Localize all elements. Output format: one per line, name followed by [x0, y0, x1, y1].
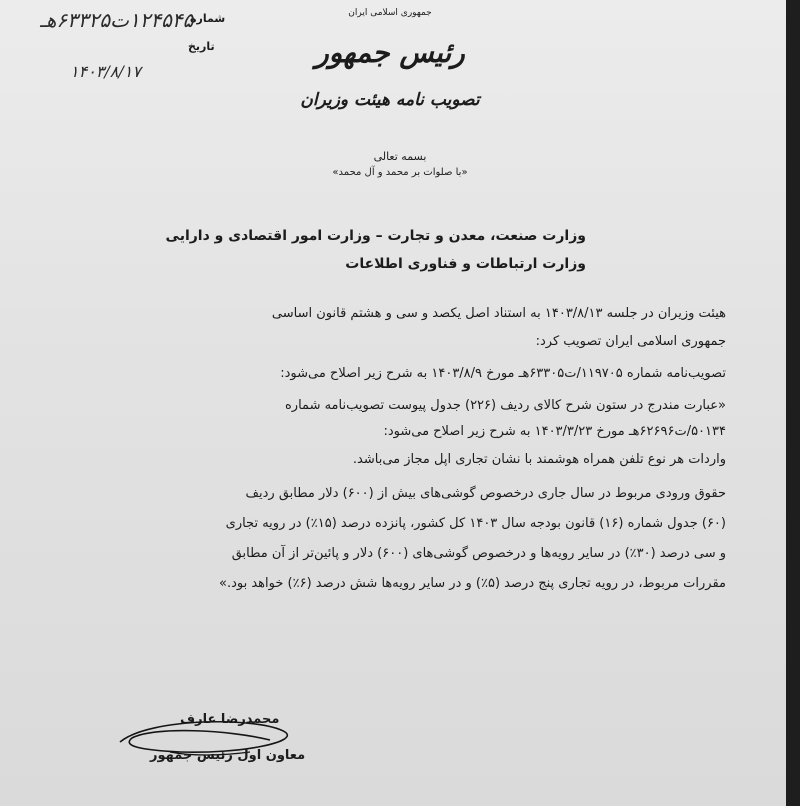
body-line: ۵۰۱۳۴/ت۶۲۶۹۶هـ مورخ ۱۴۰۳/۳/۲۳ به شرح زیر اصلاح می‌شود:	[383, 424, 726, 439]
body-line: و سی درصد (۳۰٪) در سایر رویه‌ها و درخصوص گوشی‌های (۶۰۰) دلار و پائین‌تر از آن مطابق	[231, 546, 726, 561]
bismillah: بسمه تعالی	[373, 150, 427, 163]
number-value: ۱۲۴۵۴۵ت۶۳۳۲۵هـ	[40, 8, 194, 32]
republic-title: جمهوری اسلامی ایران	[348, 8, 432, 18]
number-label: شماره	[190, 12, 226, 25]
decree-subtitle: تصویب نامه هیئت وزیران	[300, 90, 480, 110]
salawat: «با صلوات بر محمد و آل محمد»	[332, 167, 468, 178]
office-title: رئیس جمهور	[315, 36, 465, 69]
body-line: واردات هر نوع تلفن همراه هوشمند با نشان تجاری اپل مجاز می‌باشد.	[352, 452, 726, 467]
signatory-name: محمدرضا عارف	[180, 712, 280, 727]
body-line: (۶۰) جدول شماره (۱۶) قانون بودجه سال ۱۴۰۳ کل کشور، پانزده درصد (۱۵٪) در رویه تجاری	[225, 516, 726, 531]
signatory-title: معاون اول رئیس جمهور	[150, 748, 306, 763]
addressee-line: وزارت ارتباطات و فناوری اطلاعات	[345, 256, 586, 272]
date-value: ۱۴۰۳/۸/۱۷	[70, 62, 141, 81]
date-label: تاریخ	[188, 40, 215, 53]
body-line: حقوق ورودی مربوط در سال جاری درخصوص گوشی‌های بیش از (۶۰۰) دلار مطابق ردیف	[245, 486, 726, 501]
body-line: هیئت وزیران در جلسه ۱۴۰۳/۸/۱۳ به استناد اصل یکصد و سی و هشتم قانون اساسی	[271, 306, 726, 321]
scan-edge	[786, 0, 800, 806]
addressee-line: وزارت صنعت، معدن و تجارت – وزارت امور اقتصادی و دارایی	[165, 228, 586, 244]
body-line: جمهوری اسلامی ایران تصویب کرد:	[535, 334, 726, 349]
body-line: «عبارت مندرج در ستون شرح کالای ردیف (۲۲۶) جدول پیوست تصویب‌نامه شماره	[285, 398, 726, 413]
body-line: تصویب‌نامه شماره ۱۱۹۷۰۵/ت۶۳۳۰۵هـ مورخ ۱۴۰۳/۸/۹ به شرح زیر اصلاح می‌شود:	[280, 366, 726, 381]
body-line: مقررات مربوط، در رویه تجاری پنج درصد (۵٪) و در سایر رویه‌ها شش درصد (۶٪) خواهد بود.»	[219, 576, 726, 591]
handwritten-signature	[110, 712, 310, 772]
